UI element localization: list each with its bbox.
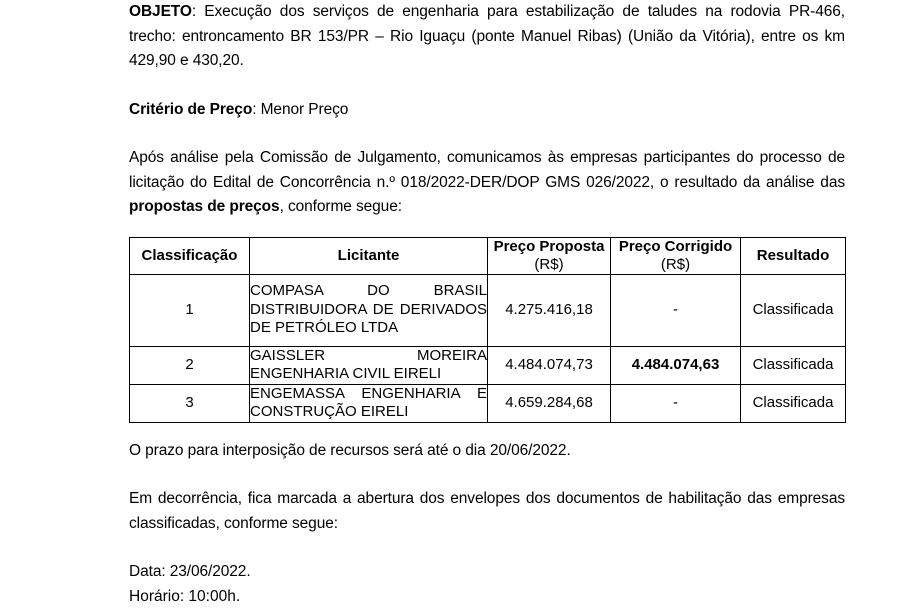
intro-text-part1: Após análise pela Comissão de Julgamento, comunicamos às empresas participantes do processo de licitação do Edital de Concorrência n.º 018/2022-DER/DOP GMS 026/2022, o resultado da análise das bbox=[129, 149, 845, 191]
spacer bbox=[129, 423, 845, 439]
cell-classificacao: 1 bbox=[130, 274, 250, 346]
table-row bbox=[130, 274, 846, 346]
criterio-paragraph bbox=[129, 98, 845, 123]
criterio-label: Critério de Preço bbox=[129, 100, 253, 118]
column-header-licitante bbox=[250, 237, 488, 274]
clipped-bottom-line: Horário: 10:00h. bbox=[129, 587, 241, 605]
document-body bbox=[129, 0, 845, 605]
spacer bbox=[129, 220, 845, 237]
cell-preco-proposta: 4.275.416,18 bbox=[488, 274, 611, 346]
cell-licitante: GAISSLER MOREIRA ENGENHARIA CIVIL EIRELI bbox=[250, 346, 487, 382]
table-row bbox=[130, 384, 846, 422]
spacer bbox=[129, 536, 845, 560]
column-header-preco-corrigido-unit: (R$) bbox=[660, 255, 691, 273]
cell-licitante: ENGEMASSA ENGENHARIA E CONSTRUÇÃO EIRELI bbox=[250, 384, 487, 420]
intro-emphasis: propostas de preços bbox=[129, 198, 280, 215]
decorrencia-paragraph: Em decorrência, fica marcada a abertura dos envelopes dos documentos de habilitação das empresas classificadas, conforme segue: bbox=[129, 490, 845, 532]
cell-resultado: Classificada bbox=[741, 274, 846, 346]
column-header-preco-corrigido bbox=[611, 237, 741, 274]
bid-results-table bbox=[129, 237, 846, 423]
prazo-paragraph: O prazo para interposição de recursos será até o dia 20/06/2022. bbox=[129, 441, 571, 459]
column-header-classificacao-label: Classificação bbox=[141, 246, 238, 264]
intro-text-part2: , conforme segue: bbox=[279, 198, 402, 215]
objeto-text: Execução dos serviços de engenharia para estabilização de taludes na rodovia PR-466, trecho: entroncamento BR 153/PR – Rio Iguaçu (ponte Manuel Ribas) (União da Vitória), entre os km 429,90 e 430,20. bbox=[129, 3, 845, 69]
cell-classificacao: 3 bbox=[130, 384, 250, 422]
criterio-value: Menor Preço bbox=[260, 100, 349, 118]
column-header-resultado bbox=[741, 237, 846, 274]
objeto-label: OBJETO bbox=[129, 3, 192, 20]
column-header-preco-proposta-unit: (R$) bbox=[534, 255, 564, 273]
column-header-resultado-label: Resultado bbox=[756, 246, 830, 264]
spacer bbox=[129, 74, 845, 98]
data-line: Data: 23/06/2022. bbox=[129, 563, 251, 580]
cell-licitante: COMPASA DO BRASIL DISTRIBUIDORA DE DERIVADOS DE PETRÓLEO LTDA bbox=[250, 274, 488, 346]
spacer bbox=[129, 122, 845, 146]
column-header-preco-corrigido-label: Preço Corrigido bbox=[618, 237, 733, 255]
column-header-licitante-label: Licitante bbox=[337, 246, 400, 264]
cell-preco-corrigido: - bbox=[611, 274, 741, 346]
intro-paragraph bbox=[129, 146, 845, 220]
cell-preco-corrigido: - bbox=[611, 384, 741, 422]
column-header-preco-proposta bbox=[488, 237, 611, 274]
table-row bbox=[130, 346, 846, 384]
table-header-row bbox=[130, 237, 846, 274]
cell-preco-proposta: 4.659.284,68 bbox=[488, 384, 611, 422]
column-header-classificacao bbox=[130, 237, 250, 274]
spacer bbox=[129, 463, 845, 487]
column-header-preco-proposta-label: Preço Proposta bbox=[493, 237, 605, 255]
cell-resultado: Classificada bbox=[741, 384, 846, 422]
cell-classificacao: 2 bbox=[130, 346, 250, 384]
cell-preco-proposta: 4.484.074,73 bbox=[488, 346, 611, 384]
criterio-separator: : bbox=[252, 100, 261, 118]
objeto-paragraph bbox=[129, 0, 845, 74]
cell-preco-corrigido: 4.484.074,63 bbox=[611, 346, 741, 384]
objeto-separator: : bbox=[191, 3, 205, 20]
cell-resultado: Classificada bbox=[741, 346, 846, 384]
